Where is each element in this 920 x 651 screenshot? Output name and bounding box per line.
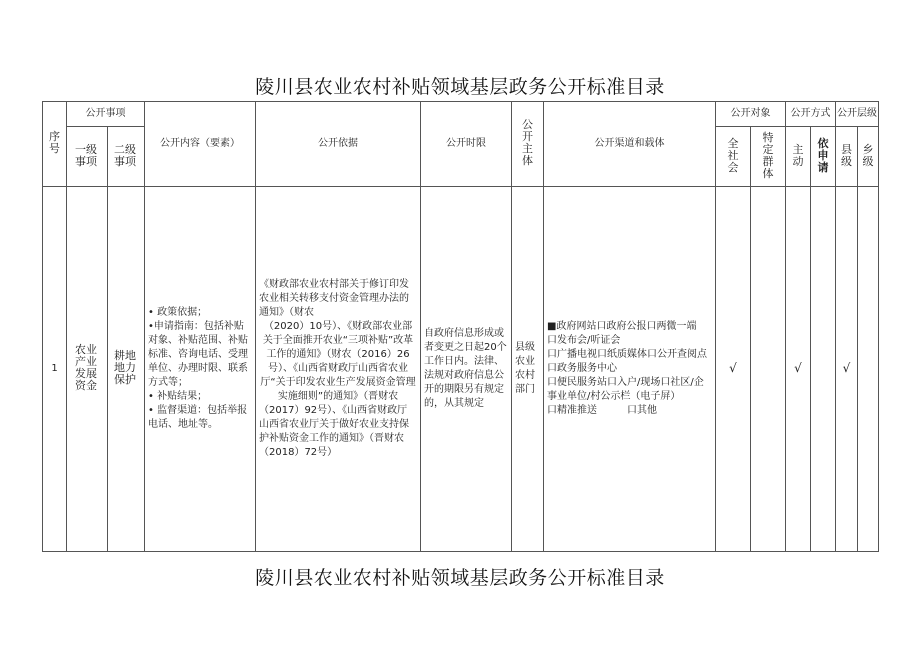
content-line: • 监督渠道：包括举报电话、地址等。: [148, 405, 248, 430]
header-level-county: 县级: [836, 127, 858, 187]
basis-line: （2020）10号）、《财政部农业部关于全面推开农业“三项补贴”改革工作的通知》（财农（2016）26号）、《山西省财政厅山西省农业厅“关于印发农业生产发展资金管理实施细则”的通知》（晋财农: [260, 321, 416, 402]
row-channel: [544, 187, 716, 552]
row-time-limit: 自政府信息形成或者变更之日起20个工作日内。法律、法规对政府信息公开的期限另有规定的，从其规定: [421, 187, 512, 552]
header-target-all: 全社会: [716, 127, 751, 187]
row-target-group: [751, 187, 786, 552]
channel-line: 口发布会/听证会: [547, 335, 621, 346]
header-time-limit: 公开时限: [421, 102, 512, 187]
header-level-town: 乡级: [858, 127, 879, 187]
header-subject: 公开主体: [512, 102, 544, 187]
channel-line: 口精准推送 口其他: [547, 405, 657, 416]
row-level-town: [858, 187, 879, 552]
header-method-active: 主动: [786, 127, 811, 187]
row-target-all: [716, 187, 751, 552]
header-channel: 公开渠道和载体: [544, 102, 716, 187]
header-basis: 公开依据: [256, 102, 421, 187]
row-content: [145, 187, 256, 552]
header-level2: 二级事项: [108, 127, 145, 187]
catalog-table: [42, 101, 879, 552]
content-line: • 政策依据；: [148, 307, 208, 318]
header-level: 公开层级: [836, 102, 879, 127]
check-mark: √: [729, 361, 737, 375]
check-mark: √: [794, 361, 802, 375]
content-line: •申请指南：包括补贴对象、补贴范围、补贴标准、咨询电话、受理单位、办理时限、联系方式等；: [148, 321, 248, 388]
channel-line: ■政府网站口政府公报口两微一端: [547, 321, 697, 332]
row-method-active: [786, 187, 811, 552]
page-title: 陵川县农业农村补贴领域基层政务公开标准目录: [255, 76, 665, 98]
row-subject: 县级农业农村部门: [512, 187, 544, 552]
header-target: 公开对象: [716, 102, 786, 127]
header-matter: 公开事项: [67, 102, 145, 127]
row-level2: 耕地地力保护: [108, 187, 145, 552]
row-level-county: [836, 187, 858, 552]
header-target-group: 特定群体: [751, 127, 786, 187]
row-seq: 1: [43, 187, 67, 552]
header-method: 公开方式: [786, 102, 836, 127]
header-level1: 一级事项: [67, 127, 108, 187]
header-method-request: 依申请: [811, 127, 836, 187]
row-level1: 农业产业发展资金: [67, 187, 108, 552]
header-content: 公开内容（要素）: [145, 102, 256, 187]
channel-line: 口便民服务站口入户/现场口社区/企事业单位/村公示栏（电子屏）: [547, 377, 704, 402]
row-basis: [256, 187, 421, 552]
basis-line: （2017）92号）、《山西省财政厅山西省农业厅关于做好农业支持保护补贴资金工作的通知》（晋财农（2018）72号）: [259, 405, 409, 458]
channel-line: 口广播电视口纸质媒体口公开查阅点口政务服务中心: [547, 349, 707, 374]
page-title-repeat: 陵川县农业农村补贴领域基层政务公开标准目录: [255, 567, 665, 589]
header-seq: 序号: [43, 102, 67, 187]
check-mark: √: [842, 361, 851, 375]
content-line: • 补贴结果；: [148, 391, 208, 402]
row-method-request: [811, 187, 836, 552]
basis-line: 《财政部农业农村部关于修订印发农业相关转移支付资金管理办法的通知》（财农: [259, 279, 409, 318]
